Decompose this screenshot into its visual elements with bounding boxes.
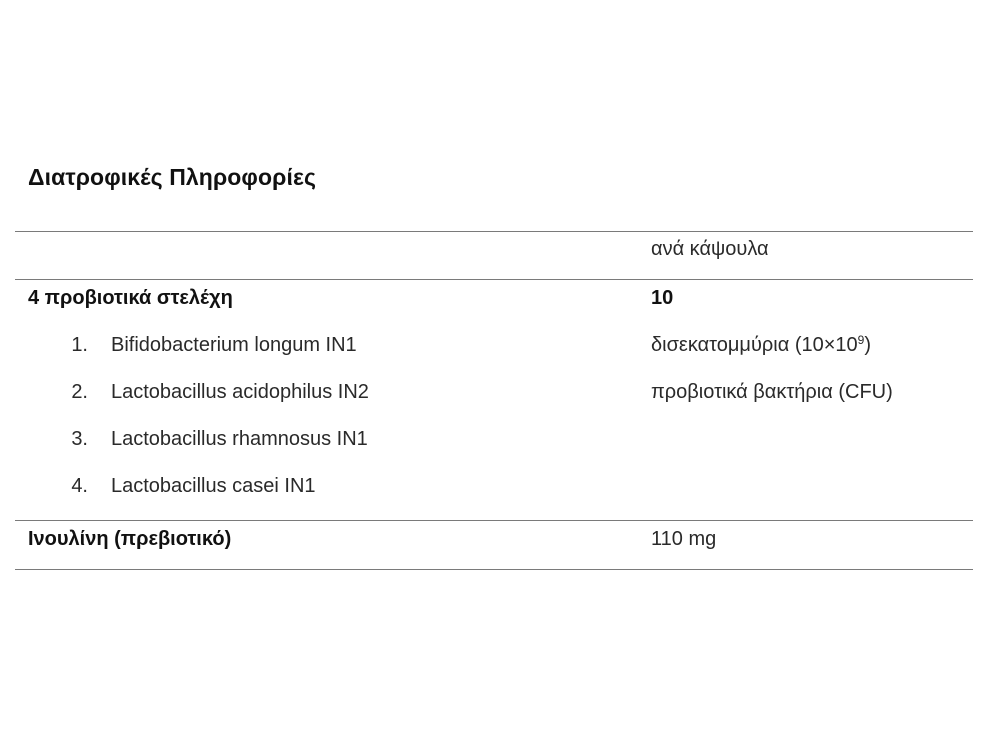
strain-number: 2. <box>71 381 88 403</box>
strain-number: 3. <box>71 428 88 450</box>
table-top-divider <box>15 231 973 232</box>
column-header-per-capsule: ανά κάψουλα <box>651 238 769 260</box>
strain-name: Lactobacillus rhamnosus IN1 <box>111 428 368 450</box>
page-title: Διατροφικές Πληροφορίες <box>28 164 317 190</box>
inulin-value: 110 mg <box>651 528 717 550</box>
strain-name: Lactobacillus acidophilus IN2 <box>111 381 369 403</box>
probiotics-unit-line2: προβιοτικά βακτήρια (CFU) <box>651 381 893 403</box>
probiotics-divider <box>15 520 973 521</box>
strain-number: 1. <box>71 334 88 356</box>
header-divider <box>15 279 973 280</box>
probiotics-value: 10 <box>651 287 674 309</box>
strain-name: Bifidobacterium longum IN1 <box>111 334 357 356</box>
table-bottom-divider <box>15 569 973 570</box>
unit-prefix: δισεκατομμύρια (10×10 <box>651 334 858 356</box>
unit-suffix: ) <box>864 334 872 356</box>
inulin-label: Ινουλίνη (πρεβιοτικό) <box>28 528 232 550</box>
probiotics-label: 4 προβιοτικά στελέχη <box>28 287 233 309</box>
probiotics-unit-line1 <box>651 333 871 357</box>
unit-exponent: 9 <box>857 333 865 347</box>
strain-name: Lactobacillus casei IN1 <box>111 475 316 497</box>
strain-number: 4. <box>71 475 88 497</box>
